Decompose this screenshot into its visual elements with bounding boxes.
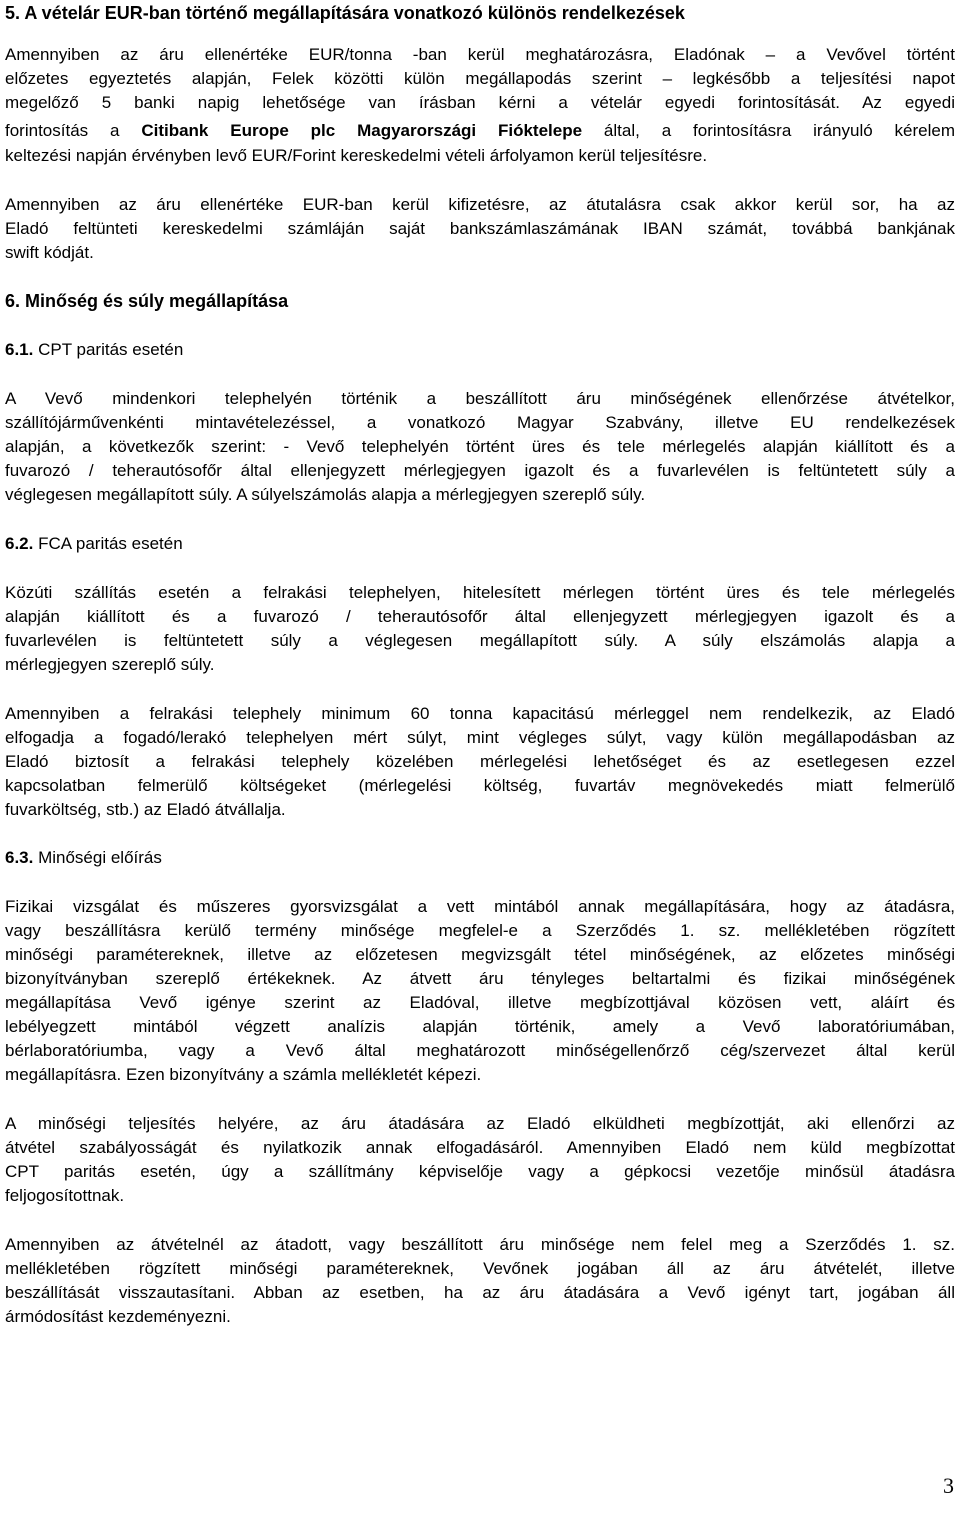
subsection-title: Minőségi előírás — [33, 848, 162, 867]
subsection-6-3-heading — [5, 847, 162, 869]
text-run: forintosítás a — [5, 121, 142, 140]
section-5-p1-line: előzetes egyeztetés alapján, Felek közötti külön megállapodás szerint – legkésőbb a teljesítési napot — [5, 69, 955, 88]
section-5-heading: 5. A vételár EUR-ban történő megállapítására vonatkozó különös rendelkezések — [5, 3, 685, 23]
section-6-1-line: fuvarozó / teherautósofőr által ellenjegyzett mérlegjegyen igazolt és a fuvarlevélen is feltüntetett súly a — [5, 461, 955, 480]
section-6-3-line: vagy beszállításra kerülő termény minősége megfelel-e a Szerződés 1. sz. mellékletében rögzített — [5, 921, 955, 940]
subsection-number: 6.1. — [5, 340, 34, 359]
section-5-p1-line: megelőző 5 banki napig lehetősége van írásban kérni a vételár egyedi forintosítását. Az egyedi — [5, 93, 955, 112]
section-6-3-p3-line: ármódosítást kezdeményezni. — [5, 1307, 231, 1326]
section-6-3-p2-line: átvétel szabályosságát és nyilatkozik annak elfogadásáról. Amennyiben Eladó nem küld megbízottat — [5, 1138, 955, 1157]
section-6-3-p2-line: CPT paritás esetén, úgy a szállítmány képviselője vagy a gépkocsi vezetője minősül átadásra — [5, 1162, 955, 1181]
subsection-6-2-heading — [5, 533, 183, 555]
text-run: által, a forintosításra irányuló kérelem — [582, 121, 955, 140]
section-5-p2-line: Eladó feltünteti kereskedelmi számláján saját bankszámlaszámának IBAN számát, továbbá bankjának — [5, 219, 955, 238]
section-6-2-p2-line: Amennyiben a felrakási telephely minimum 60 tonna kapacitású mérleggel nem rendelkezik, az Eladó — [5, 704, 955, 723]
section-6-2-p2-line: fuvarköltség, stb.) az Eladó átvállalja. — [5, 800, 286, 819]
section-6-2-line: fuvarlevélen is feltüntetett súly a véglegesen megállapított súly. A súly elszámolás alapja a — [5, 631, 955, 650]
section-6-2-line: Közúti szállítás esetén a felrakási telephelyen, hitelesített mérlegen történt üres és tele mérlegelés — [5, 583, 955, 602]
bank-name: Citibank Europe plc Magyarországi Fióktelepe — [141, 121, 583, 140]
section-6-1-line: alapján, a következők szerint: - Vevő telephelyén történt üres és tele mérlegelés alapján kiállított és a — [5, 437, 955, 456]
section-5-p2-line: Amennyiben az áru ellenértéke EUR-ban kerül kifizetésre, az átutalásra csak akkor kerül sor, ha az — [5, 195, 955, 214]
section-6-3-line: minőségi paramétereknek, illetve az előzetesen megvizsgált tétel minőségének, az előzetes minőségi — [5, 945, 955, 964]
section-6-2-p2-line: elfogadja a fogadó/lerakó telephelyen mért súlyt, mint végleges súlyt, vagy külön megállapodásban az — [5, 728, 955, 747]
subsection-6-1-heading — [5, 339, 183, 361]
section-6-3-p2-line: A minőségi teljesítés helyére, az áru átadására az Eladó elküldheti megbízottját, aki ellenőrzi az — [5, 1114, 955, 1133]
section-6-2-p2-line: Eladó biztosít a felrakási telephely közelében mérlegelési lehetőséget és az esetlegesen ezzel — [5, 752, 955, 771]
section-6-3-p3-line: Amennyiben az átvételnél az átadott, vagy beszállított áru minősége nem felel meg a Szerződés 1. sz. — [5, 1235, 955, 1254]
section-6-3-line: bérlaboratóriumba, vagy a Vevő által meghatározott minőségellenőrző cég/szervezet által kerül — [5, 1041, 955, 1060]
page-number: 3 — [943, 1473, 954, 1498]
section-6-3-line: Fizikai vizsgálat és műszeres gyorsvizsgálat a vett mintából annak megállapítására, hogy az átadásra, — [5, 897, 955, 916]
subsection-title: FCA paritás esetén — [33, 534, 183, 553]
section-6-1-line: szállítójárművenkénti mintavételezéssel, a vonatkozó Magyar Szabvány, illetve EU rendelkezések — [5, 413, 955, 432]
subsection-number: 6.3. — [5, 848, 34, 867]
section-6-3-line: lebélyegzett mintából végzett analízis alapján történik, amely a Vevő laboratóriumában, — [5, 1017, 955, 1036]
subsection-title: CPT paritás esetén — [33, 340, 184, 359]
section-5-p1-line: keltezési napján érvényben levő EUR/Forint kereskedelmi vételi árfolyamon kerül teljesítésre. — [5, 146, 708, 165]
section-6-3-line: megállapítása Vevő igénye szerint az Eladóval, illetve megbízottjával közösen vett, aláírt és — [5, 993, 955, 1012]
section-6-2-line: mérlegjegyen szereplő súly. — [5, 655, 215, 674]
section-6-1-line: véglegesen megállapított súly. A súlyelszámolás alapja a mérlegjegyen szereplő súly. — [5, 485, 646, 504]
section-5-p2-line: swift kódját. — [5, 243, 94, 262]
section-6-3-line: megállapításra. Ezen bizonyítvány a számla mellékletét képezi. — [5, 1065, 482, 1084]
section-6-3-p2-line: feljogosítottnak. — [5, 1186, 125, 1205]
subsection-number: 6.2. — [5, 534, 34, 553]
section-6-3-p3-line: mellékletében rögzített minőségi paramétereknek, Vevőnek jogában áll az áru átvételét, illetve — [5, 1259, 955, 1278]
section-6-heading: 6. Minőség és súly megállapítása — [5, 291, 289, 311]
section-6-2-p2-line: kapcsolatban felmerülő költségeket (mérlegelési költség, fuvartáv megnövekedés miatt felmerülő — [5, 776, 955, 795]
section-5-p1-line — [5, 120, 955, 142]
section-6-3-p3-line: beszállítását visszautasítani. Abban az esetben, ha az áru átadására a Vevő igényt tart, jogában áll — [5, 1283, 955, 1302]
section-6-1-line: A Vevő mindenkori telephelyén történik a beszállított áru minőségének ellenőrzése átvételkor, — [5, 389, 955, 408]
section-6-3-line: bizonyítványban szereplő értékeknek. Az átvett áru tényleges beltartalmi és fizikai minőségének — [5, 969, 955, 988]
section-5-p1-line: Amennyiben az áru ellenértéke EUR/tonna -ban kerül meghatározásra, Eladónak – a Vevővel történt — [5, 45, 955, 64]
section-6-2-line: alapján kiállított és a fuvarozó / teherautósofőr által ellenjegyzett mérlegjegyen igazolt és a — [5, 607, 955, 626]
